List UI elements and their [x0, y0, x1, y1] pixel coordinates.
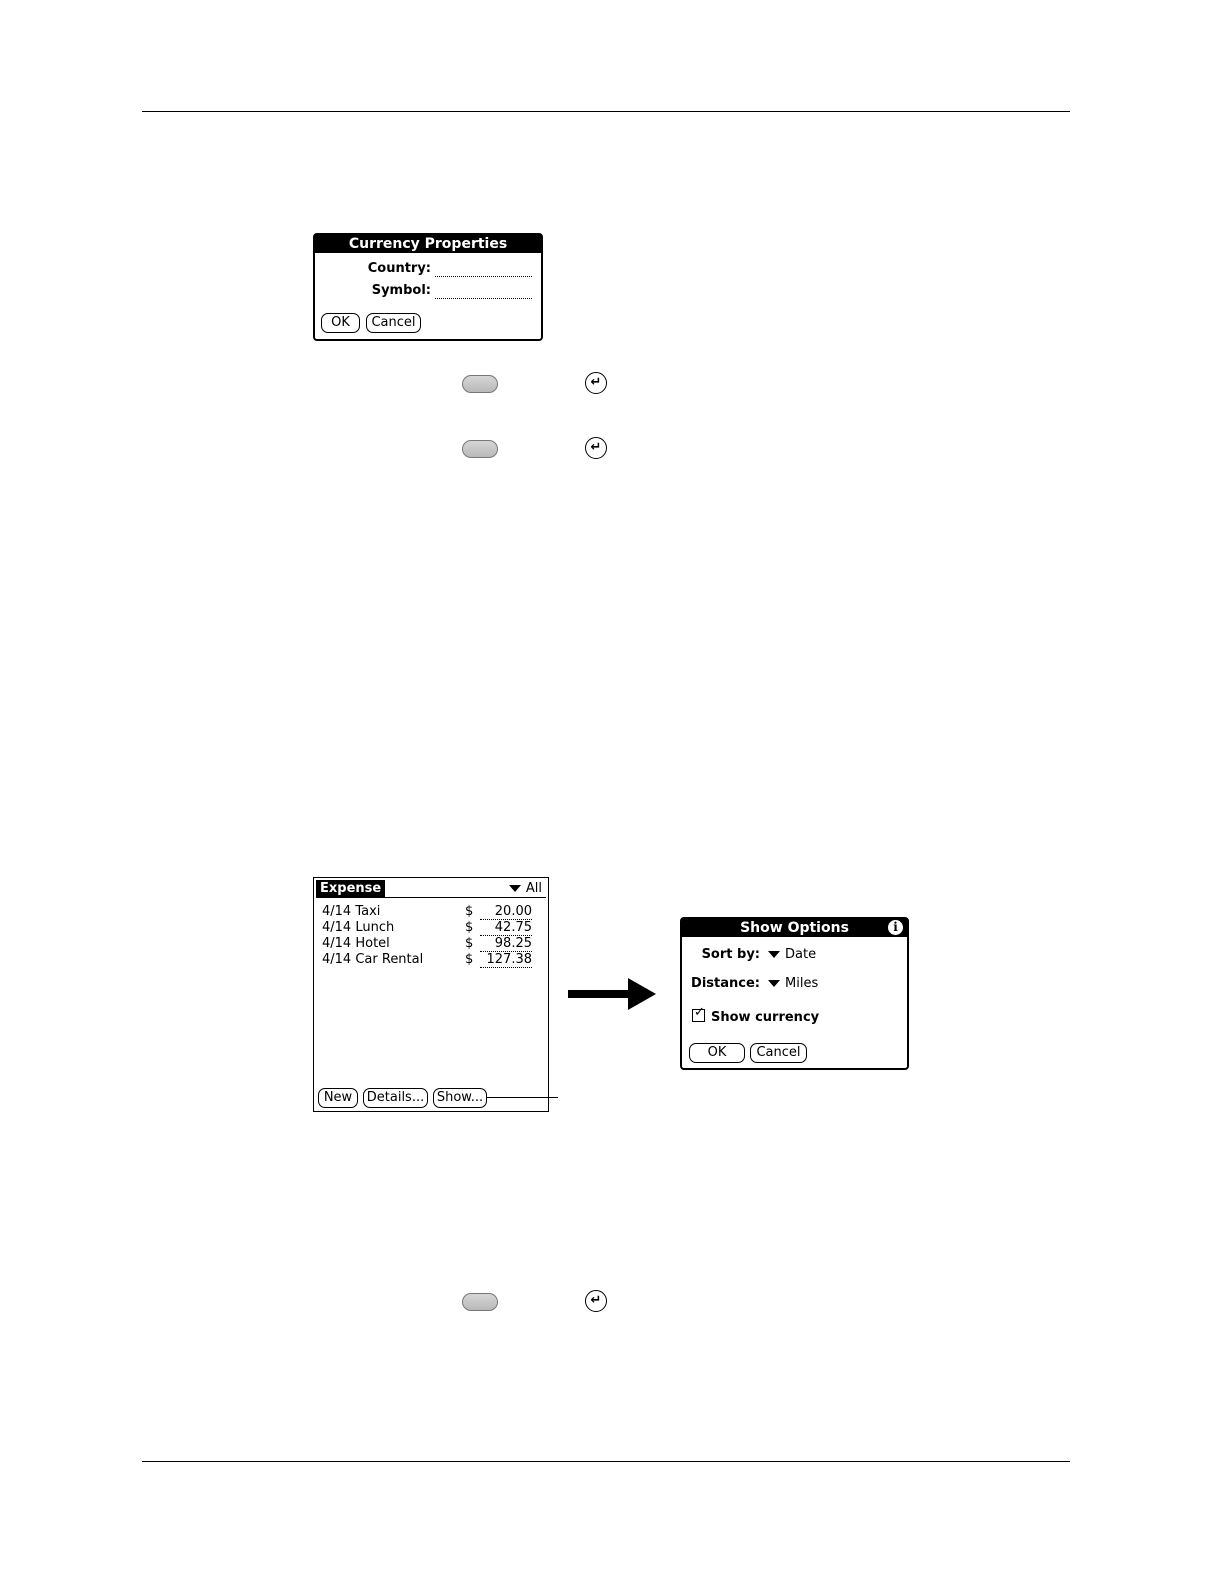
- country-label: Country:: [367, 261, 431, 276]
- enter-stroke-icon: ↵: [585, 1290, 607, 1312]
- ok-button[interactable]: OK: [689, 1043, 745, 1063]
- symbol-label: Symbol:: [371, 283, 431, 298]
- expense-list-screen: [313, 877, 549, 1112]
- hardware-button-icon: [462, 375, 498, 393]
- sort-by-label: Sort by:: [701, 947, 760, 962]
- dialog-title: Currency Properties: [315, 235, 541, 253]
- show-options-dialog: [680, 917, 909, 1070]
- title-tab: Expense: [316, 880, 385, 897]
- list-item[interactable]: 4/14 Car Rental $ 127.38: [322, 952, 532, 967]
- right-arrow-icon: [568, 976, 658, 1012]
- show-button[interactable]: Show...: [433, 1088, 487, 1108]
- callout-line: [486, 1097, 558, 1098]
- hardware-button-icon: [462, 440, 498, 458]
- distance-picker[interactable]: Miles: [768, 976, 818, 991]
- hardware-button-icon: [462, 1293, 498, 1311]
- dialog-title: Show Options i: [682, 919, 907, 937]
- list-item[interactable]: 4/14 Lunch $ 42.75: [322, 920, 532, 935]
- dropdown-arrow-icon: [509, 885, 521, 892]
- info-icon[interactable]: i: [888, 920, 903, 935]
- enter-stroke-icon: ↵: [585, 437, 607, 459]
- show-currency-checkbox[interactable]: ✓ Show currency: [694, 1005, 820, 1025]
- list-item[interactable]: 4/14 Hotel $ 98.25: [322, 936, 532, 951]
- new-button[interactable]: New: [318, 1088, 358, 1108]
- title-bar-underline: [316, 897, 546, 898]
- distance-label: Distance:: [691, 976, 760, 991]
- cancel-button[interactable]: Cancel: [750, 1043, 807, 1063]
- category-picker[interactable]: All: [509, 880, 542, 897]
- cancel-button[interactable]: Cancel: [366, 313, 421, 333]
- footer-rule: [142, 1461, 1070, 1462]
- header-rule: [142, 111, 1070, 112]
- country-field[interactable]: [435, 276, 532, 277]
- sort-by-picker[interactable]: Date: [768, 947, 816, 962]
- enter-stroke-icon: ↵: [585, 372, 607, 394]
- currency-properties-dialog: [313, 233, 543, 341]
- checkbox-checked-icon: ✓: [694, 1005, 705, 1020]
- ok-button[interactable]: OK: [321, 313, 360, 333]
- details-button[interactable]: Details...: [363, 1088, 428, 1108]
- list-item[interactable]: 4/14 Taxi $ 20.00: [322, 904, 532, 919]
- dropdown-arrow-icon: [768, 951, 780, 958]
- dropdown-arrow-icon: [768, 980, 780, 987]
- symbol-field[interactable]: [435, 298, 532, 299]
